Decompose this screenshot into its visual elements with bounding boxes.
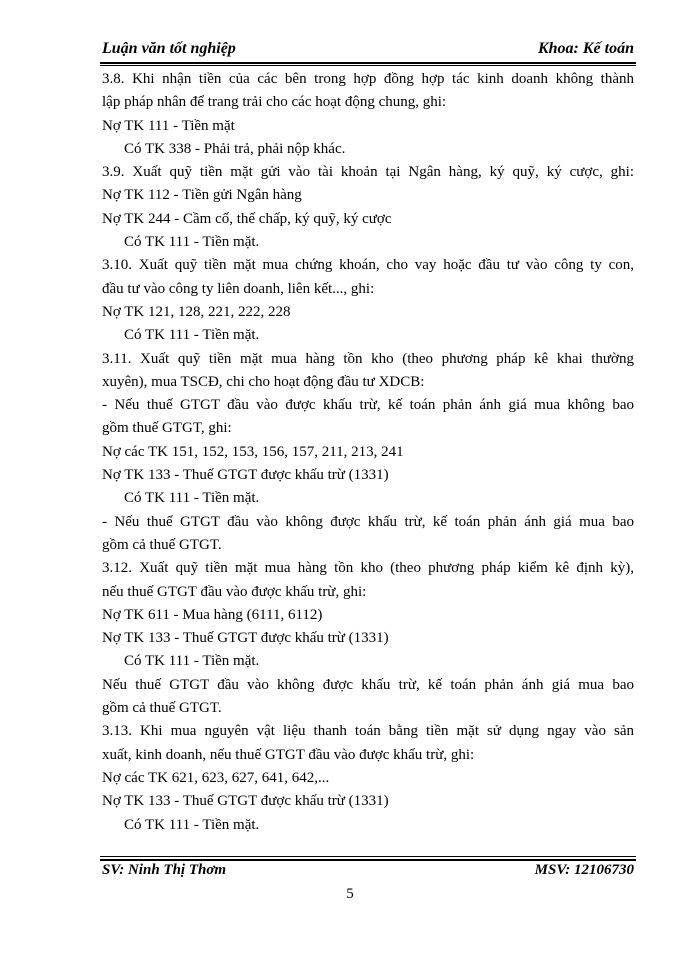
footer-student-name: SV: Ninh Thị Thơm xyxy=(102,862,227,878)
text-line: - Nếu thuế GTGT đầu vào không được khấu trừ, kế toán phản ánh giá mua bao xyxy=(102,513,634,530)
footer-rule-thin xyxy=(100,856,636,857)
text-line: Có TK 111 - Tiền mặt. xyxy=(124,234,260,251)
text-line: nếu thuế GTGT đầu vào được khấu trừ, ghi: xyxy=(102,583,367,600)
header-rule-thin xyxy=(100,65,636,66)
text-line: 3.8. Khi nhận tiền của các bên trong hợp đồng hợp tác kinh doanh không thành xyxy=(102,71,634,87)
text-line: Có TK 111 - Tiền mặt. xyxy=(124,816,260,833)
text-line: Nợ TK 133 - Thuế GTGT được khấu trừ (1331) xyxy=(102,630,389,647)
text-line: Nợ TK 133 - Thuế GTGT được khấu trừ (1331) xyxy=(102,467,389,484)
text-line: xuất, kinh doanh, nếu thuế GTGT đầu vào được khấu trừ, ghi: xyxy=(102,746,475,763)
text-line: lập pháp nhân để trang trải cho các hoạt động chung, ghi: xyxy=(102,94,447,111)
text-line: Nợ TK 121, 128, 221, 222, 228 xyxy=(102,303,291,320)
text-line: 3.9. Xuất quỹ tiền mặt gửi vào tài khoản tại Ngân hàng, ký quỹ, ký cược, ghi: xyxy=(102,164,634,181)
text-line: 3.13. Khi mua nguyên vật liệu thanh toán bằng tiền mặt sử dụng ngay vào sản xyxy=(102,723,634,740)
text-line: Nợ TK 133 - Thuế GTGT được khấu trừ (1331) xyxy=(102,793,389,810)
text-line: đầu tư vào công ty liên doanh, liên kết..., ghi: xyxy=(102,280,375,297)
text-line: gồm thuế GTGT, ghi: xyxy=(102,420,232,437)
text-line: Có TK 111 - Tiền mặt. xyxy=(124,653,260,670)
footer-rule xyxy=(100,859,636,861)
page-number: 5 xyxy=(346,886,354,902)
page-header xyxy=(102,40,634,62)
page-body xyxy=(102,68,634,837)
text-line: Nợ các TK 621, 623, 627, 641, 642,... xyxy=(102,769,330,786)
header-faculty: Khoa: Kế toán xyxy=(537,40,634,57)
text-line: 3.12. Xuất quỹ tiền mặt mua hàng tồn kho (theo phương pháp kiểm kê định kỳ), xyxy=(102,560,634,577)
text-line: 3.11. Xuất quỹ tiền mặt mua hàng tồn kho (theo phương pháp kê khai thường xyxy=(102,350,634,367)
page-footer xyxy=(102,862,634,884)
text-line: Có TK 111 - Tiền mặt. xyxy=(124,490,260,507)
text-line: Nợ các TK 151, 152, 153, 156, 157, 211, 213, 241 xyxy=(102,443,404,460)
text-line: gồm cả thuế GTGT. xyxy=(102,700,222,717)
footer-student-id: MSV: 12106730 xyxy=(534,862,634,878)
text-line: - Nếu thuế GTGT đầu vào được khấu trừ, kế toán phản ánh giá mua không bao xyxy=(102,397,634,414)
text-line: 3.10. Xuất quỹ tiền mặt mua chứng khoán, cho vay hoặc đầu tư vào công ty con, xyxy=(102,257,634,274)
text-line: Nợ TK 611 - Mua hàng (6111, 6112) xyxy=(102,606,323,623)
text-line: Nếu thuế GTGT đầu vào không được khấu trừ, kế toán phản ánh giá mua bao xyxy=(102,676,634,693)
text-line: Nợ TK 111 - Tiền mặt xyxy=(102,117,235,134)
text-line: xuyên), mua TSCĐ, chi cho hoạt động đầu tư XDCB: xyxy=(102,373,425,390)
text-line: Có TK 338 - Phải trả, phải nộp khác. xyxy=(124,140,346,157)
header-thesis-title: Luận văn tốt nghiệp xyxy=(102,40,236,57)
text-line: Nợ TK 244 - Cầm cố, thế chấp, ký quỹ, ký cược xyxy=(102,210,392,227)
text-line: Có TK 111 - Tiền mặt. xyxy=(124,327,260,344)
header-rule xyxy=(100,62,636,64)
text-line: gồm cả thuế GTGT. xyxy=(102,536,222,553)
text-line: Nợ TK 112 - Tiền gửi Ngân hàng xyxy=(102,187,302,204)
